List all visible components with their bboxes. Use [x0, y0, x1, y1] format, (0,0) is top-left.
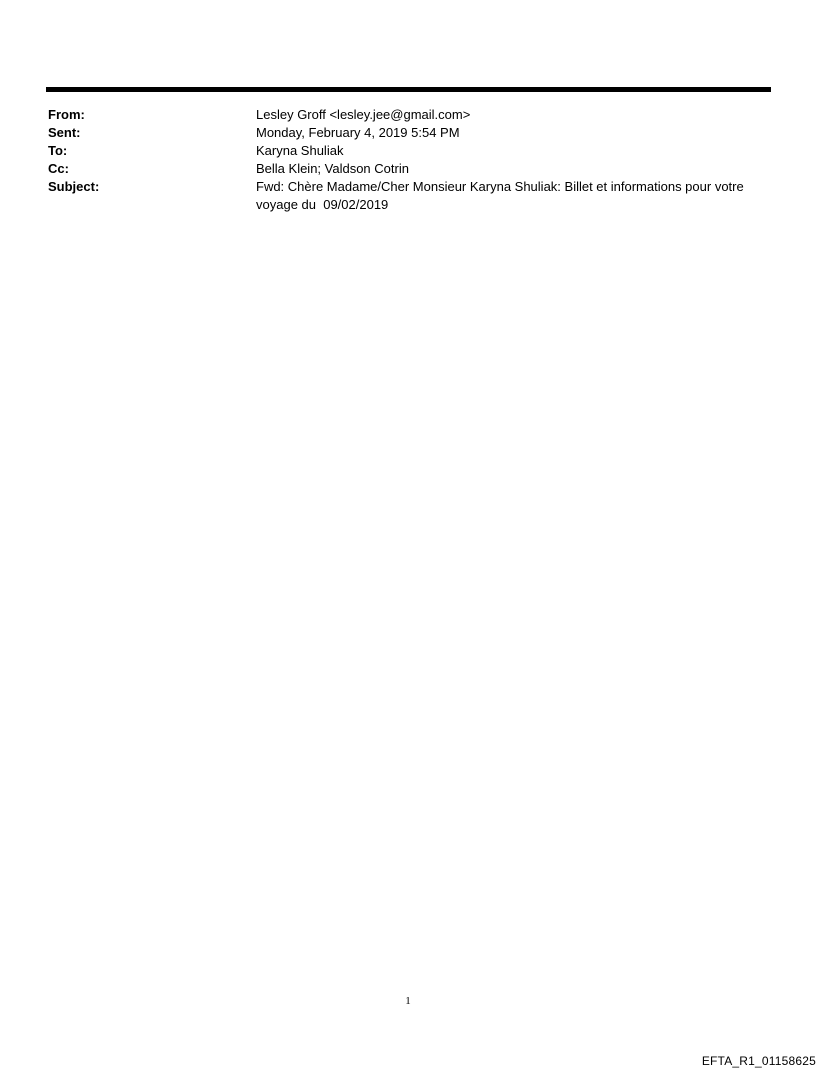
cc-label: Cc: — [48, 161, 69, 176]
to-row — [48, 142, 771, 160]
document-id: EFTA_R1_01158625 — [701, 1054, 816, 1068]
header-divider — [46, 87, 771, 92]
subject-value: Fwd: Chère Madame/Cher Monsieur Karyna Shuliak: Billet et informations pour votre voyage du 09/02/2019 — [256, 179, 748, 212]
to-label: To: — [48, 143, 68, 158]
from-row — [48, 106, 771, 124]
page-number: 1 — [405, 995, 411, 1007]
from-value: Lesley Groff <lesley.jee@gmail.com> — [256, 107, 471, 122]
sent-label: Sent: — [48, 125, 81, 140]
to-value: Karyna Shuliak — [256, 143, 344, 158]
sent-value: Monday, February 4, 2019 5:54 PM — [256, 125, 460, 140]
email-headers — [48, 106, 771, 214]
cc-value: Bella Klein; Valdson Cotrin — [256, 161, 409, 176]
from-label: From: — [48, 107, 85, 122]
sent-row — [48, 124, 771, 142]
subject-label: Subject: — [48, 179, 100, 194]
cc-row — [48, 160, 771, 178]
subject-row — [48, 178, 771, 214]
